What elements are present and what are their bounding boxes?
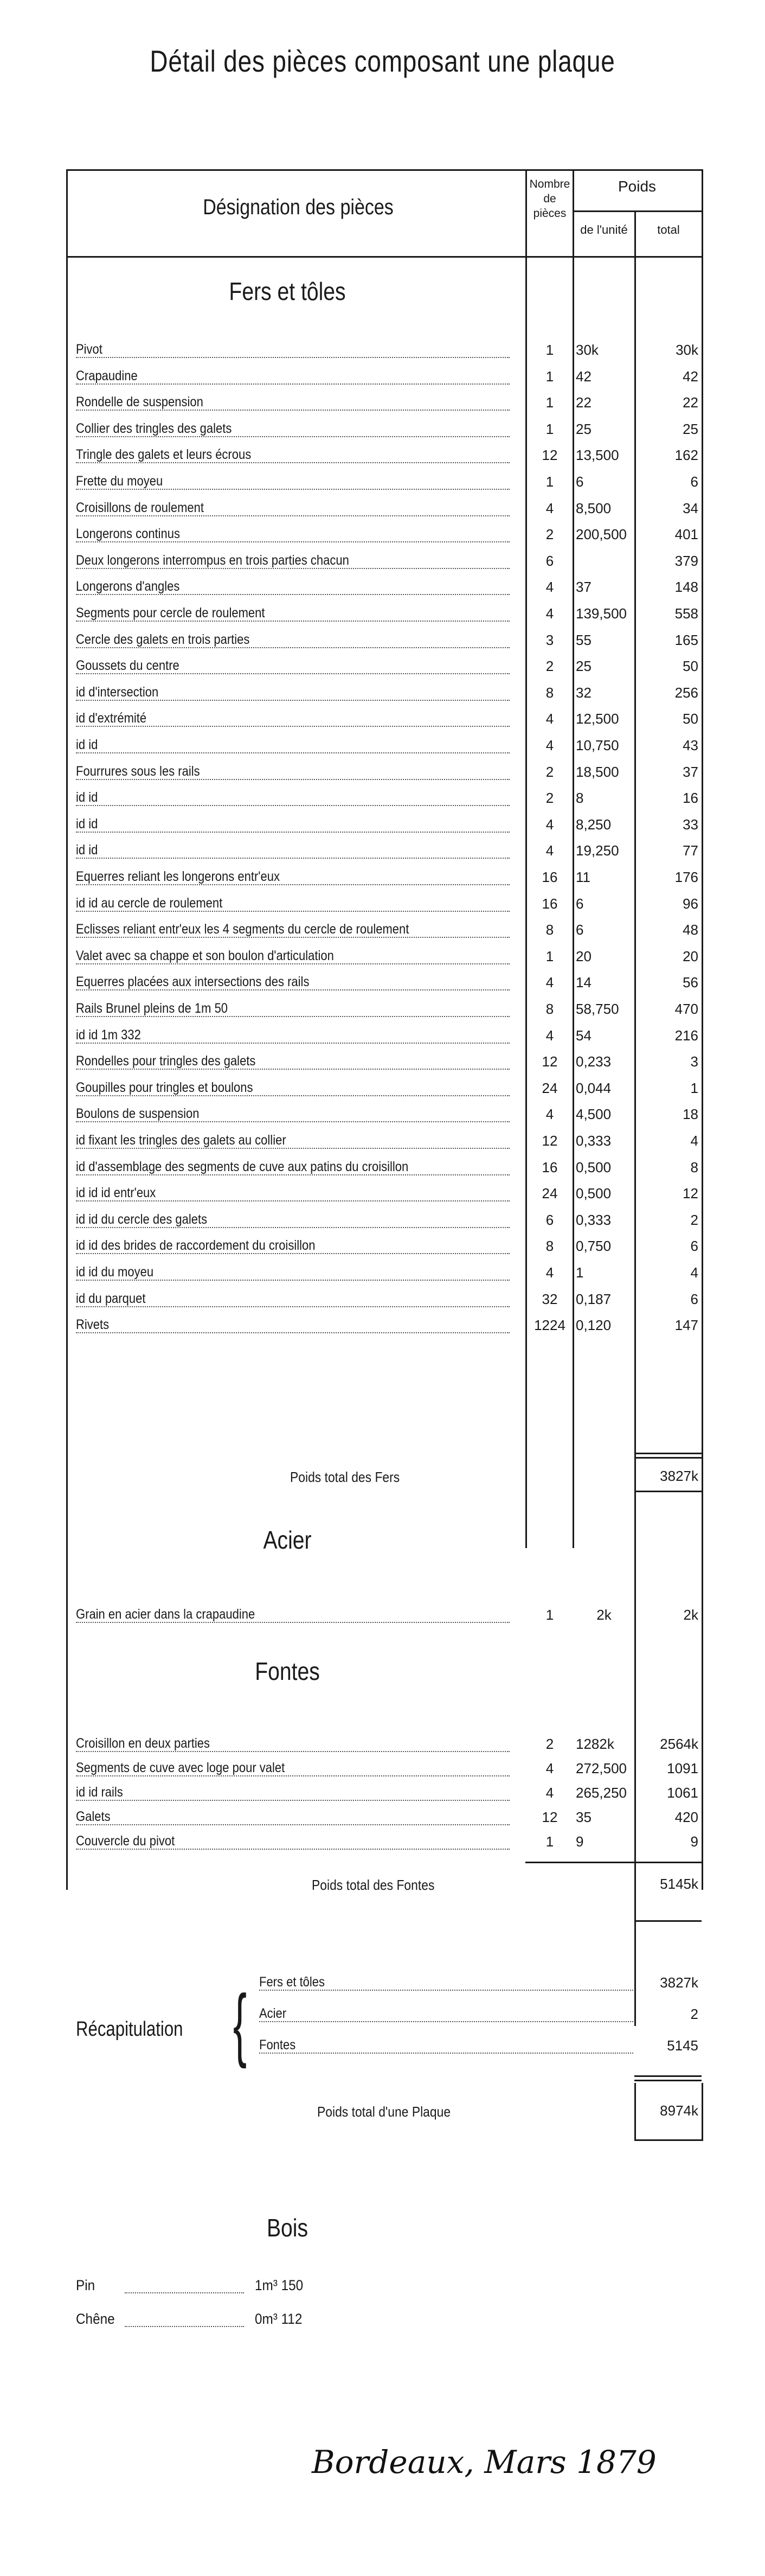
row-total-weight: 77: [683, 842, 698, 859]
leader-line: [76, 1849, 510, 1850]
row-total-weight: 34: [683, 500, 698, 516]
leader-line: [76, 1800, 510, 1801]
row-label: Goupilles pour tringles et boulons: [76, 1079, 253, 1095]
row-label: Longerons d'angles: [76, 579, 180, 595]
leader-line: [76, 884, 510, 885]
row-count: 1: [545, 948, 554, 964]
row-count: 1: [545, 368, 554, 385]
row-unit-weight: 8: [576, 790, 584, 807]
row-unit-weight: 8,250: [576, 816, 612, 833]
row-label: id id rails: [76, 1785, 123, 1800]
leader-line: [76, 1280, 510, 1281]
leader-line: [76, 805, 510, 806]
bois-item-label: Pin: [76, 2277, 95, 2293]
row-count: 1: [545, 1607, 554, 1623]
row-total-weight: 42: [683, 368, 698, 385]
leader-line: [76, 1775, 510, 1776]
row-total-weight: 3: [690, 1053, 698, 1070]
leader-line: [76, 1121, 510, 1122]
row-label: id fixant les tringles des galets au collier: [76, 1133, 286, 1148]
row-count: 2: [545, 763, 554, 780]
row-count: 12: [542, 1809, 558, 1825]
leader-line: [125, 2292, 244, 2293]
row-unit-weight: 6: [576, 922, 584, 938]
row-total-weight: 2564k: [660, 1736, 698, 1752]
table-border-left: [66, 169, 68, 1890]
row-label: Croisillons de roulement: [76, 500, 204, 515]
row-unit-weight: 0,500: [576, 1159, 612, 1175]
row-unit-weight: 25: [576, 658, 592, 675]
row-unit-weight: 0,750: [576, 1238, 612, 1255]
table-border-top: [66, 169, 703, 171]
row-label: Couvercle du pivot: [76, 1833, 175, 1849]
row-unit-weight: 1282k: [576, 1736, 614, 1752]
leader-line: [76, 779, 510, 780]
leader-line: [76, 436, 510, 437]
recap-bottom-line: [634, 2075, 702, 2077]
row-label: Frette du moyeu: [76, 474, 163, 489]
row-count: 4: [545, 500, 554, 516]
leader-line: [76, 1174, 510, 1175]
leader-line: [76, 1332, 510, 1333]
row-count: 6: [545, 1211, 554, 1228]
row-total-weight: 12: [683, 1185, 698, 1202]
section-fers: Fers et tôles: [229, 277, 346, 305]
table-border-right: [702, 169, 703, 1890]
recap-top-line: [634, 1920, 702, 1922]
row-label: Deux longerons interrompus en trois parties chacun: [76, 552, 349, 568]
row-label: Rivets: [76, 1317, 110, 1333]
row-unit-weight: 139,500: [576, 605, 627, 622]
row-total-weight: 18: [683, 1106, 698, 1123]
row-unit-weight: 10,750: [576, 737, 619, 753]
row-label: Eclisses reliant entr'eux les 4 segments du cercle de roulement: [76, 922, 409, 937]
leader-line: [259, 1990, 633, 1991]
leader-line: [76, 1227, 510, 1228]
row-unit-weight: 0,333: [576, 1211, 612, 1228]
row-count: 4: [545, 1264, 554, 1281]
row-label: Equerres reliant les longerons entr'eux: [76, 869, 280, 884]
row-unit-weight: 0,044: [576, 1079, 612, 1096]
row-unit-weight: 22: [576, 394, 592, 411]
recap-item-value: 2: [690, 2006, 698, 2022]
row-unit-weight: 6: [576, 474, 584, 490]
leader-line: [76, 568, 510, 569]
row-label: Galets: [76, 1809, 111, 1824]
row-total-weight: 162: [674, 447, 698, 464]
leader-line: [76, 462, 510, 463]
leader-line: [76, 357, 510, 358]
row-unit-weight: 8,500: [576, 500, 612, 516]
row-total-weight: 8: [690, 1159, 698, 1175]
row-total-weight: 50: [683, 711, 698, 727]
row-count: 1: [545, 342, 554, 358]
row-label: Segments de cuve avec loge pour valet: [76, 1760, 285, 1775]
row-label: id id 1m 332: [76, 1027, 141, 1043]
leader-line: [76, 1095, 510, 1096]
row-label: id du parquet: [76, 1290, 146, 1306]
weight-subheader-line: [573, 210, 702, 212]
row-label: Equerres placées aux intersections des rails: [76, 974, 310, 990]
row-label: id id: [76, 790, 98, 806]
row-count: 2: [545, 658, 554, 675]
row-label: Valet avec sa chappe et son boulon d'articulation: [76, 948, 334, 963]
leader-line: [76, 1016, 510, 1017]
row-total-weight: 6: [690, 474, 698, 490]
recap-item-value: 3827k: [660, 1974, 698, 1991]
row-label: Boulons de suspension: [76, 1106, 200, 1122]
row-total-weight: 148: [674, 579, 698, 596]
row-total-weight: 256: [674, 684, 698, 701]
row-total-weight: 401: [674, 526, 698, 543]
row-count: 3: [545, 631, 554, 648]
fontes-bottom-line: [525, 1862, 702, 1863]
row-unit-weight: 58,750: [576, 1001, 619, 1017]
row-total-weight: 558: [674, 605, 698, 622]
row-count: 16: [542, 1159, 558, 1175]
leader-line: [76, 1306, 510, 1307]
row-count: 24: [542, 1185, 558, 1202]
row-count: 1: [545, 420, 554, 437]
row-label: id d'assemblage des segments de cuve aux patins du croisillon: [76, 1159, 409, 1174]
row-total-weight: 1061: [667, 1785, 698, 1801]
row-unit-weight: 13,500: [576, 447, 619, 464]
row-unit-weight: 37: [576, 579, 592, 596]
fers-total-line: [634, 1453, 702, 1454]
row-total-weight: 420: [674, 1809, 698, 1825]
plaque-total-label: Poids total d'une Plaque: [317, 2104, 451, 2120]
row-count: 4: [545, 1027, 554, 1044]
fers-total-value: 3827k: [660, 1468, 698, 1484]
section-fontes: Fontes: [255, 1657, 320, 1685]
row-total-weight: 2k: [683, 1607, 698, 1623]
row-count: 8: [545, 1001, 554, 1017]
leader-line: [125, 2326, 244, 2327]
row-total-weight: 48: [683, 922, 698, 938]
row-label: Rondelle de suspension: [76, 394, 203, 410]
row-count: 4: [545, 1785, 554, 1801]
leader-line: [76, 911, 510, 912]
row-total-weight: 20: [683, 948, 698, 964]
row-count: 6: [545, 552, 554, 569]
row-total-weight: 379: [674, 552, 698, 569]
row-total-weight: 9: [690, 1833, 698, 1850]
row-unit-weight: 19,250: [576, 842, 619, 859]
row-label: Segments pour cercle de roulement: [76, 605, 265, 621]
leader-line: [76, 963, 510, 964]
leader-line: [76, 647, 510, 648]
row-total-weight: 37: [683, 763, 698, 780]
leader-line: [76, 1622, 510, 1623]
recap-item-label: Fontes: [259, 2037, 296, 2053]
section-acier: Acier: [263, 1526, 312, 1554]
col-line-count-right: [573, 169, 574, 1548]
row-total-weight: 470: [674, 1001, 698, 1017]
row-count: 16: [542, 895, 558, 912]
row-total-weight: 50: [683, 658, 698, 675]
recap-box-right: [702, 2083, 703, 2140]
row-total-weight: 96: [683, 895, 698, 912]
row-count: 12: [542, 447, 558, 464]
row-count: 12: [542, 1133, 558, 1149]
row-total-weight: 4: [690, 1133, 698, 1149]
row-total-weight: 33: [683, 816, 698, 833]
row-unit-weight: 4,500: [576, 1106, 612, 1123]
header-count: Nombre de pièces: [529, 178, 570, 220]
row-count: 2: [545, 526, 554, 543]
row-unit-weight: 32: [576, 684, 592, 701]
fontes-total-label: Poids total des Fontes: [312, 1877, 435, 1893]
row-label: Tringle des galets et leurs écrous: [76, 447, 252, 463]
bois-item-value: 1m³ 150: [255, 2277, 304, 2293]
row-label: Rails Brunel pleins de 1m 50: [76, 1001, 228, 1016]
row-total-weight: 4: [690, 1264, 698, 1281]
header-total: total: [657, 223, 680, 236]
row-label: id id: [76, 842, 98, 858]
row-count: 2: [545, 1736, 554, 1752]
row-total-weight: 216: [674, 1027, 698, 1044]
row-unit-weight: 0,187: [576, 1290, 612, 1307]
row-count: 4: [545, 737, 554, 753]
row-unit-weight: 18,500: [576, 763, 619, 780]
row-unit-weight: 25: [576, 420, 592, 437]
recap-brace: {: [233, 1978, 247, 2069]
leader-line: [76, 832, 510, 833]
signature: Bordeaux, Mars 1879: [312, 2444, 657, 2481]
row-total-weight: 30k: [676, 342, 698, 358]
row-count: 12: [542, 1053, 558, 1070]
row-unit-weight: 272,500: [576, 1760, 627, 1776]
row-label: Collier des tringles des galets: [76, 420, 232, 436]
row-unit-weight: 54: [576, 1027, 592, 1044]
row-count: 32: [542, 1290, 558, 1307]
leader-line: [76, 937, 510, 938]
leader-line: [76, 752, 510, 753]
row-unit-weight: 30k: [576, 342, 599, 358]
row-unit-weight: 0,333: [576, 1133, 612, 1149]
fontes-total-value: 5145k: [660, 1876, 698, 1892]
row-unit-weight: 200,500: [576, 526, 627, 543]
row-total-weight: 16: [683, 790, 698, 807]
row-unit-weight: 1: [576, 1264, 584, 1281]
row-label: id id: [76, 816, 98, 832]
row-label: Crapaudine: [76, 368, 138, 383]
row-label: id id id entr'eux: [76, 1185, 156, 1201]
row-unit-weight: 2k: [596, 1607, 612, 1623]
row-unit-weight: 0,120: [576, 1317, 612, 1334]
row-unit-weight: 11: [576, 869, 590, 885]
recap-bottom-line-2: [634, 2080, 702, 2081]
row-total-weight: 22: [683, 394, 698, 411]
row-label: id id au cercle de roulement: [76, 895, 223, 911]
leader-line: [76, 383, 510, 385]
recap-item-label: Acier: [259, 2006, 287, 2021]
row-count: 4: [545, 579, 554, 596]
header-separator: [66, 256, 703, 258]
row-label: id id: [76, 737, 98, 752]
fers-total-line-2: [634, 1457, 702, 1459]
row-count: 4: [545, 605, 554, 622]
row-label: Fourrures sous les rails: [76, 763, 200, 779]
leader-line: [76, 673, 510, 674]
leader-line: [76, 594, 510, 595]
row-unit-weight: 14: [576, 974, 592, 991]
row-unit-weight: 0,233: [576, 1053, 612, 1070]
leader-line: [76, 621, 510, 622]
leader-line: [259, 2021, 633, 2022]
row-count: 2: [545, 790, 554, 807]
page-title: Détail des pièces composant une plaque: [150, 44, 615, 78]
recap-item-label: Fers et tôles: [259, 1974, 325, 1990]
leader-line: [76, 700, 510, 701]
row-count: 1: [545, 394, 554, 411]
row-total-weight: 165: [674, 631, 698, 648]
row-count: 1224: [534, 1317, 565, 1334]
recap-label: Récapitulation: [76, 2018, 183, 2041]
leader-line: [76, 489, 510, 490]
recap-box-bottom: [634, 2139, 703, 2141]
leader-line: [76, 1069, 510, 1070]
row-label: Longerons continus: [76, 526, 181, 542]
leader-line: [76, 989, 510, 990]
leader-line: [76, 1253, 510, 1254]
row-total-weight: 6: [690, 1290, 698, 1307]
row-unit-weight: 20: [576, 948, 592, 964]
row-label: Cercle des galets en trois parties: [76, 631, 250, 647]
row-total-weight: 25: [683, 420, 698, 437]
row-total-weight: 1091: [667, 1760, 698, 1776]
row-label: Pivot: [76, 342, 102, 357]
row-count: 4: [545, 1760, 554, 1776]
row-count: 24: [542, 1079, 558, 1096]
row-label: Grain en acier dans la crapaudine: [76, 1607, 255, 1622]
row-unit-weight: 6: [576, 895, 584, 912]
row-count: 8: [545, 1238, 554, 1255]
row-unit-weight: 0,500: [576, 1185, 612, 1202]
row-total-weight: 6: [690, 1238, 698, 1255]
row-count: 4: [545, 816, 554, 833]
row-total-weight: 1: [690, 1079, 698, 1096]
header-designation: Désignation des pièces: [203, 195, 394, 219]
row-label: id id du cercle des galets: [76, 1211, 208, 1227]
row-count: 4: [545, 842, 554, 859]
row-unit-weight: 12,500: [576, 711, 619, 727]
row-total-weight: 2: [690, 1211, 698, 1228]
leader-line: [259, 2053, 633, 2054]
row-total-weight: 43: [683, 737, 698, 753]
row-count: 4: [545, 1106, 554, 1123]
header-unit: de l'unité: [580, 223, 628, 236]
recap-item-value: 5145: [667, 2037, 698, 2054]
fers-total-underline: [634, 1491, 702, 1492]
row-label: Goussets du centre: [76, 658, 179, 674]
header-weight: Poids: [618, 178, 657, 195]
row-count: 8: [545, 684, 554, 701]
row-label: Rondelles pour tringles des galets: [76, 1053, 256, 1069]
row-label: id id du moyeu: [76, 1264, 154, 1280]
row-unit-weight: 9: [576, 1833, 584, 1850]
row-total-weight: 176: [674, 869, 698, 885]
row-unit-weight: 35: [576, 1809, 592, 1825]
leader-line: [76, 1200, 510, 1201]
plaque-total-value: 8974k: [660, 2102, 698, 2119]
row-count: 4: [545, 974, 554, 991]
row-label: id d'extrémité: [76, 711, 147, 726]
leader-line: [76, 1043, 510, 1044]
leader-line: [76, 541, 510, 542]
leader-line: [76, 1824, 510, 1825]
row-total-weight: 147: [674, 1317, 698, 1334]
row-unit-weight: 265,250: [576, 1785, 627, 1801]
row-count: 1: [545, 1833, 554, 1850]
bois-item-value: 0m³ 112: [255, 2311, 303, 2327]
leader-line: [76, 726, 510, 727]
row-label: id d'intersection: [76, 684, 159, 700]
row-label: id id des brides de raccordement du croisillon: [76, 1238, 316, 1254]
row-count: 8: [545, 922, 554, 938]
leader-line: [76, 410, 510, 411]
row-unit-weight: 55: [576, 631, 592, 648]
section-bois: Bois: [266, 2214, 308, 2242]
leader-line: [76, 858, 510, 859]
fers-total-label: Poids total des Fers: [290, 1469, 400, 1485]
row-unit-weight: 42: [576, 368, 592, 385]
leader-line: [76, 1148, 510, 1149]
leader-line: [76, 1751, 510, 1752]
bois-item-label: Chêne: [76, 2311, 115, 2327]
row-count: 1: [545, 474, 554, 490]
row-count: 16: [542, 869, 558, 885]
row-count: 4: [545, 711, 554, 727]
leader-line: [76, 515, 510, 516]
row-label: Croisillon en deux parties: [76, 1736, 210, 1751]
row-total-weight: 56: [683, 974, 698, 991]
